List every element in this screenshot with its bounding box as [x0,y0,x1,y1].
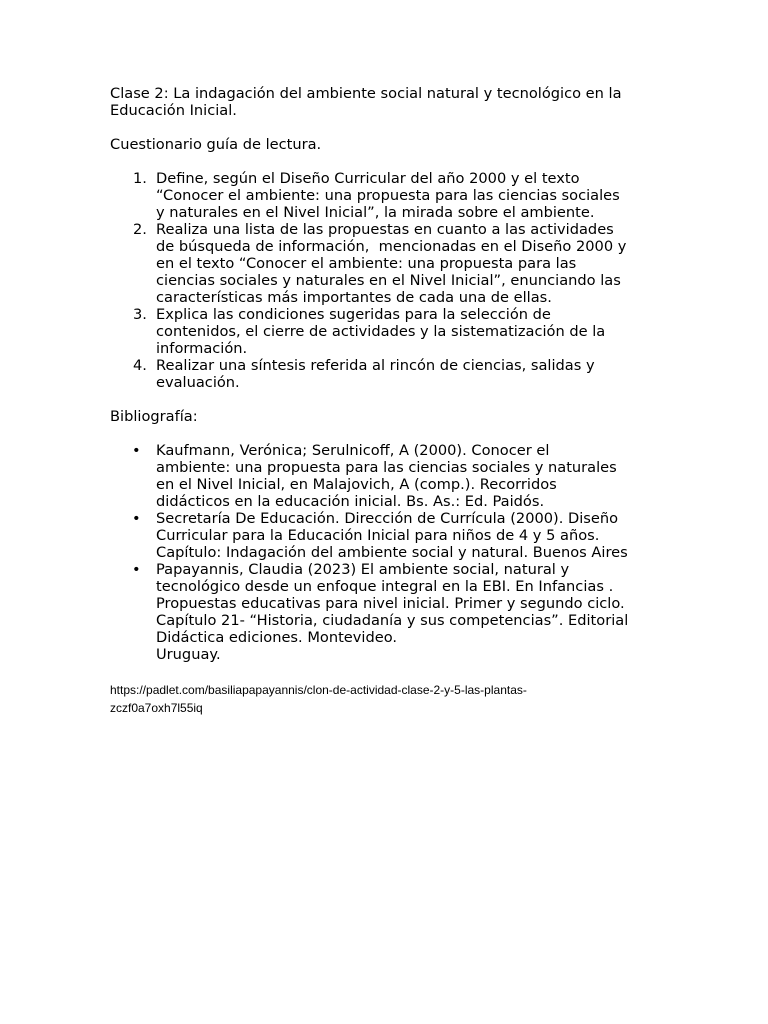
question-number: 2. [133,221,147,238]
question-line: Define, según el Diseño Curricular del año 2000 y el texto [156,170,580,187]
link-line-1[interactable]: https://padlet.com/basiliapapayannis/clon-de-actividad-clase-2-y-5-las-plantas- [110,683,527,697]
bibliography-line: Capítulo: Indagación del ambiente social y natural. Buenos Aires [156,544,628,561]
bibliography-line: Propuestas educativas para nivel inicial. Primer y segundo ciclo. [156,595,625,612]
bibliography-line: didácticos en la educación inicial. Bs. As.: Ed. Paidós. [156,493,545,510]
question-line: Realiza una lista de las propuestas en cuanto a las actividades [156,221,614,238]
question-line: y naturales en el Nivel Inicial”, la mirada sobre el ambiente. [156,204,595,221]
question-item-3 [110,306,660,357]
document-subtitle: Cuestionario guía de lectura. [110,136,322,153]
document-title [110,85,660,119]
bibliography-line: en el Nivel Inicial, en Malajovich, A (comp.). Recorridos [156,476,557,493]
question-line: contenidos, el cierre de actividades y la sistematización de la [156,323,606,340]
question-line: características más importantes de cada una de ellas. [156,289,552,306]
bibliography-heading: Bibliografía: [110,408,198,425]
bibliography-line: Curricular para la Educación Inicial para niños de 4 y 5 años. [156,527,600,544]
bibliography-line: Capítulo 21- “Historia, ciudadanía y sus competencias”. Editorial [156,612,629,629]
bibliography-line: Papayannis, Claudia (2023) El ambiente social, natural y [156,561,570,578]
bibliography-list [110,442,660,663]
question-number: 4. [133,357,147,374]
bullet-icon: • [132,510,141,527]
bibliography-line: Uruguay. [156,646,221,663]
bibliography-line: tecnológico desde un enfoque integral en la EBI. En Infancias . [156,578,614,595]
bibliography-line: Didáctica ediciones. Montevideo. [156,629,398,646]
title-line-2: Educación Inicial. [110,102,237,119]
title-line-1: Clase 2: La indagación del ambiente social natural y tecnológico en la [110,85,622,102]
question-line: en el texto “Conocer el ambiente: una propuesta para las [156,255,577,272]
question-line: ciencias sociales y naturales en el Nivel Inicial”, enunciando las [156,272,621,289]
question-item-1 [110,170,660,221]
bibliography-line: Kaufmann, Verónica; Serulnicoff, A (2000). Conocer el [156,442,550,459]
bullet-icon: • [132,442,141,459]
bibliography-item-1 [110,442,660,510]
question-line: de búsqueda de información, mencionadas en el Diseño 2000 y [156,238,627,255]
link-line-2[interactable]: zczf0a7oxh7l55iq [110,701,203,715]
bibliography-item-2 [110,510,660,561]
question-item-4 [110,357,660,391]
question-line: evaluación. [156,374,240,391]
question-line: Explica las condiciones sugeridas para la selección de [156,306,551,323]
question-line: Realizar una síntesis referida al rincón de ciencias, salidas y [156,357,595,374]
question-item-2 [110,221,660,306]
bibliography-line: ambiente: una propuesta para las ciencias sociales y naturales [156,459,617,476]
question-line: información. [156,340,248,357]
bibliography-item-3 [110,561,660,663]
padlet-link[interactable] [110,681,670,717]
document-body [110,85,660,663]
question-number: 1. [133,170,147,187]
question-list [110,170,660,391]
question-line: “Conocer el ambiente: una propuesta para las ciencias sociales [156,187,620,204]
bibliography-line: Secretaría De Educación. Dirección de Currícula (2000). Diseño [156,510,619,527]
bullet-icon: • [132,561,141,578]
question-number: 3. [133,306,147,323]
